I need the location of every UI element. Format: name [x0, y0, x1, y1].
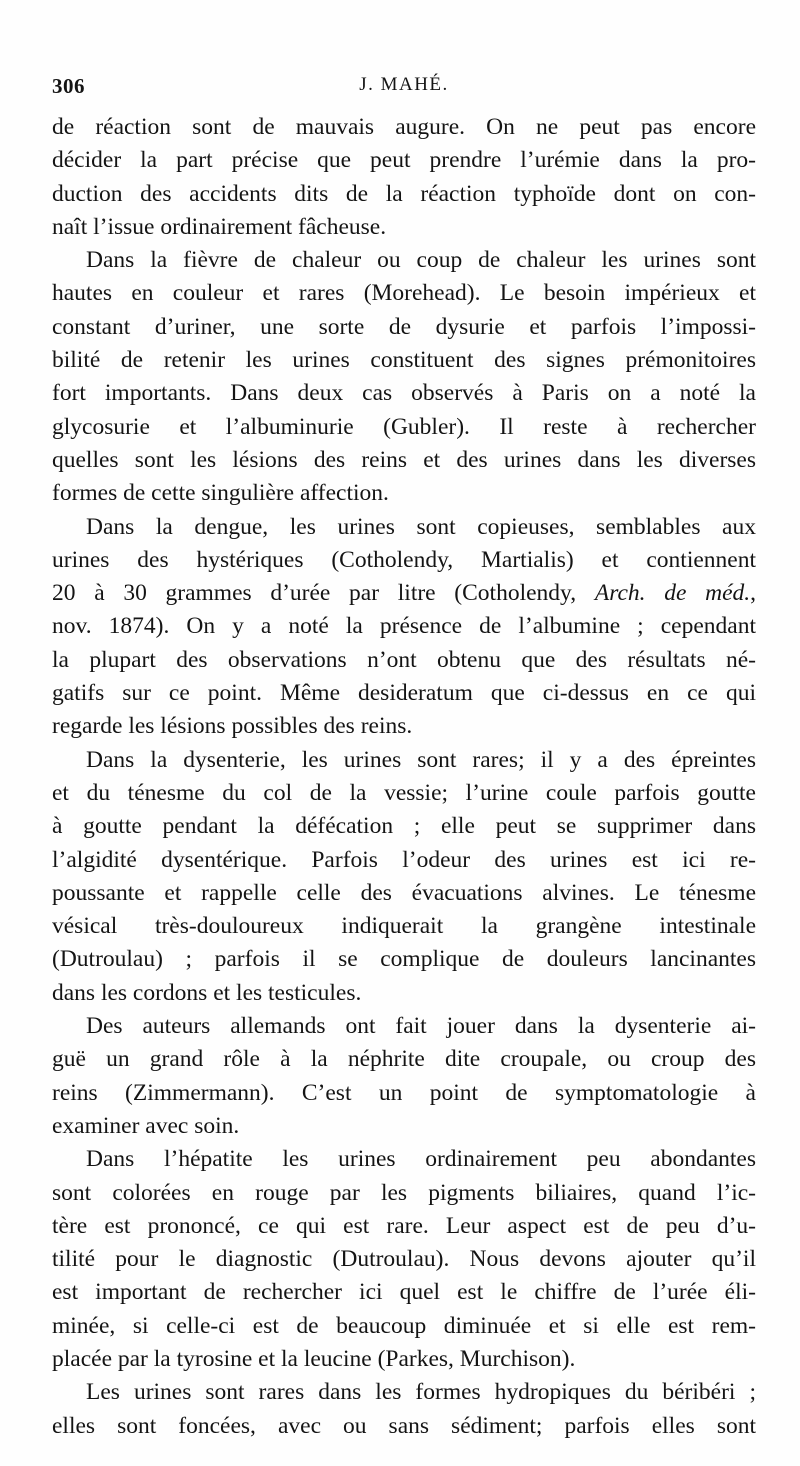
- text-line: tilité pour le diagnostic (Dutroulau). Nous devons ajouter qu’il: [52, 1246, 756, 1273]
- text-line: à goutte pendant la défécation ; elle peut se supprimer dans: [52, 813, 756, 840]
- text-line: Dans la fièvre de chaleur ou coup de chaleur les urines sont: [86, 247, 756, 274]
- text-line: placée par la tyrosine et la leucine (Parkes, Murchison).: [52, 1345, 576, 1372]
- text-line: poussante et rappelle celle des évacuations alvines. Le ténesme: [52, 879, 756, 906]
- text-line: et du ténesme du col de la vessie; l’urine coule parfois goutte: [52, 779, 756, 806]
- text-line: la plupart des observations n’ont obtenu que des résultats né-: [52, 646, 756, 673]
- text-line: quelles sont les lésions des reins et des urines dans les diverses: [52, 446, 756, 473]
- text-line: Dans l’hépatite les urines ordinairement peu abondantes: [86, 1146, 756, 1173]
- text-line: bilité de retenir les urines constituent des signes prémonitoires: [52, 347, 756, 374]
- text-line: hautes en couleur et rares (Morehead). Le besoin impérieux et: [52, 280, 756, 307]
- text-line: (Dutroulau) ; parfois il se complique de douleurs lancinantes: [52, 946, 756, 973]
- text-line: de réaction sont de mauvais augure. On ne peut pas encore: [52, 114, 756, 140]
- text-line: tère est prononcé, ce qui est rare. Leur aspect est de peu d’u-: [52, 1212, 756, 1239]
- text-line: dans les cordons et les testicules.: [52, 979, 362, 1006]
- page-number: 306: [52, 74, 85, 98]
- text-line: naît l’issue ordinairement fâcheuse.: [52, 213, 387, 240]
- text-line: Les urines sont rares dans les formes hydropiques du béribéri ;: [86, 1379, 756, 1406]
- text-line: nov. 1874). On y a noté la présence de l’albumine ; cependant: [52, 613, 756, 640]
- text-line: elles sont foncées, avec ou sans sédiment; parfois elles sont: [52, 1412, 756, 1439]
- text-line: l’algidité dysentérique. Parfois l’odeur des urines est ici re-: [52, 846, 756, 873]
- text-line: reins (Zimmermann). C’est un point de symptomatologie à: [52, 1079, 756, 1106]
- journal-citation: Arch. de méd.: [594, 580, 751, 607]
- text-line: guë un grand rôle à la néphrite dite croupale, ou croup des: [52, 1046, 756, 1073]
- text-line: gatifs sur ce point. Même desideratum que ci-dessus en ce qui: [52, 680, 756, 707]
- text-line: formes de cette singulière affection.: [52, 480, 389, 507]
- running-head: J. MAHÉ.: [359, 74, 449, 95]
- text-line: glycosurie et l’albuminurie (Gubler). Il reste à rechercher: [52, 413, 756, 440]
- text-line: 20 à 30 grammes d’urée par litre (Cotholendy, Arch. de méd.,: [52, 580, 756, 607]
- page-header: [52, 74, 756, 104]
- text-line: décider la part précise que peut prendre l’urémie dans la pro-: [52, 147, 756, 174]
- text-line: minée, si celle-ci est de beaucoup diminuée et si elle est rem-: [52, 1312, 756, 1339]
- text-line: examiner avec soin.: [52, 1112, 240, 1139]
- text-line: sont colorées en rouge par les pigments biliaires, quand l’ic-: [52, 1179, 756, 1206]
- text-line: Dans la dengue, les urines sont copieuses, semblables aux: [86, 513, 756, 540]
- text-line: est important de rechercher ici quel est le chiffre de l’urée éli-: [52, 1279, 756, 1306]
- text-line: regarde les lésions possibles des reins.: [52, 713, 413, 740]
- text-line: fort importants. Dans deux cas observés à Paris on a noté la: [52, 380, 756, 407]
- text-line: constant d’uriner, une sorte de dysurie et parfois l’impossi-: [52, 313, 756, 340]
- text-line: Dans la dysenterie, les urines sont rares; il y a des épreintes: [86, 746, 756, 773]
- text-line: Des auteurs allemands ont fait jouer dans la dysenterie ai-: [86, 1013, 756, 1040]
- body-text: [52, 111, 756, 1443]
- text-line: vésical très-douloureux indiquerait la grangène intestinale: [52, 913, 756, 940]
- text-line: duction des accidents dits de la réaction typhoïde dont on con-: [52, 180, 756, 207]
- text-line: urines des hystériques (Cotholendy, Martialis) et contiennent: [52, 546, 756, 573]
